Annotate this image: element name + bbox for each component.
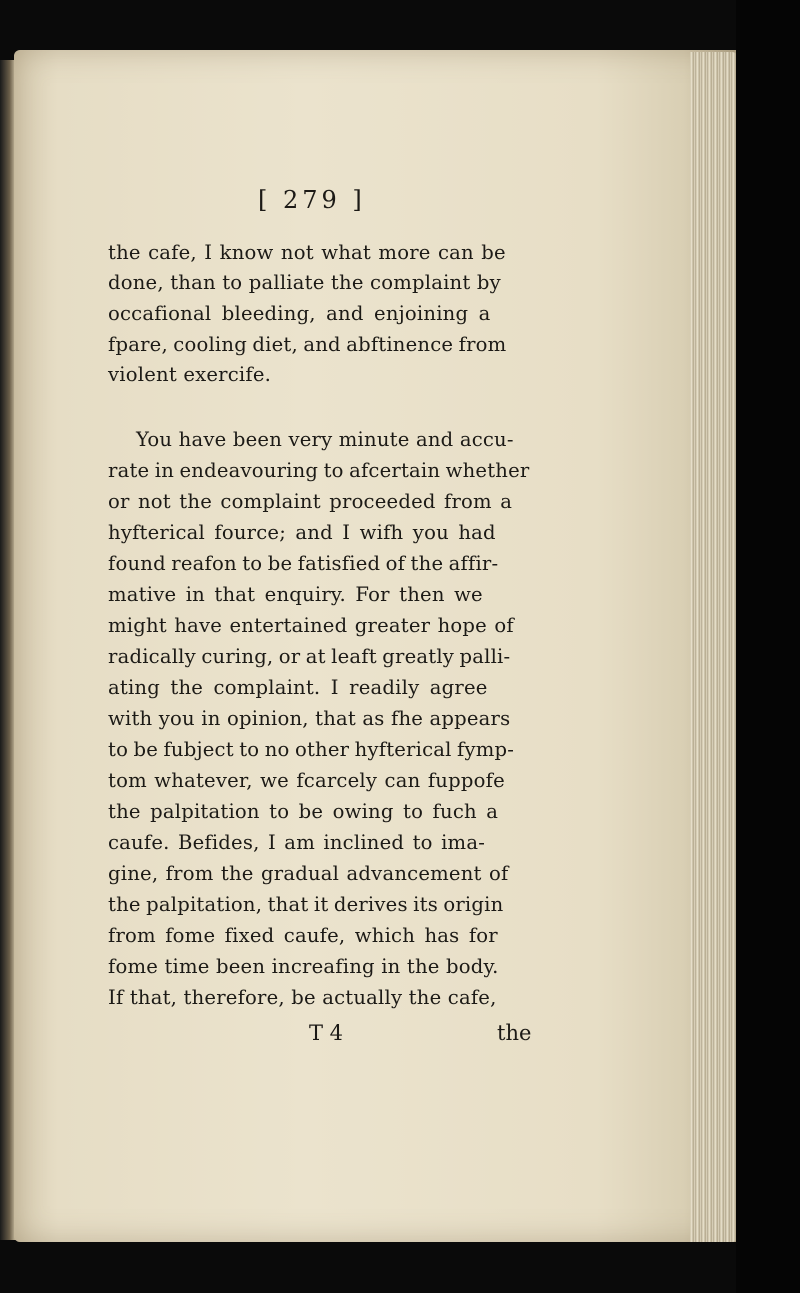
text-line: gine, from the gradual advancement of (108, 862, 509, 885)
text-line: If that, therefore, be actually the cafe, (108, 986, 497, 1009)
text-line: fpare, cooling diet, and abftinence from (108, 333, 507, 356)
text-line: or not the complaint proceeded from a (108, 490, 513, 513)
text-line: found reafon to be fatisfied of the affir- (108, 552, 499, 575)
text-line: occafional bleeding, and enjoining a (108, 302, 491, 325)
text-line: rate in endeavouring to afcertain whether (108, 459, 530, 482)
page-stack-edges (690, 52, 738, 1242)
text-line: done, than to palliate the complaint by (108, 271, 501, 294)
page-header: [ 279 ] (258, 186, 366, 214)
text-line: hyfterical fource; and I wifh you had (108, 521, 496, 544)
text-line: violent exercife. (108, 363, 272, 386)
text-line: You have been very minute and accu- (136, 428, 514, 451)
text-line: might have entertained greater hope of (108, 614, 514, 637)
text-line: the palpitation, that it derives its origin (108, 893, 504, 916)
text-line: with you in opinion, that as fhe appears (108, 707, 511, 730)
text-line: the palpitation to be owing to fuch a (108, 800, 499, 823)
dark-background (736, 0, 800, 1293)
text-line: to be fubject to no other hyfterical fymp- (108, 738, 515, 761)
text-line: tom whatever, we fcarcely can fuppofe (108, 769, 505, 792)
text-line: mative in that enquiry. For then we (108, 583, 483, 606)
text-line: caufe. Befides, I am inclined to ima- (108, 831, 486, 854)
catchword: the (497, 1021, 532, 1045)
text-line: fome time been increafing in the body. (108, 955, 499, 978)
text-line: the cafe, I know not what more can be (108, 241, 506, 264)
text-line: ating the complaint. I readily agree (108, 676, 488, 699)
text-line: radically curing, or at leaft greatly palli- (108, 645, 511, 668)
signature-mark: T 4 (309, 1021, 344, 1045)
text-line: from fome fixed caufe, which has for (108, 924, 498, 947)
